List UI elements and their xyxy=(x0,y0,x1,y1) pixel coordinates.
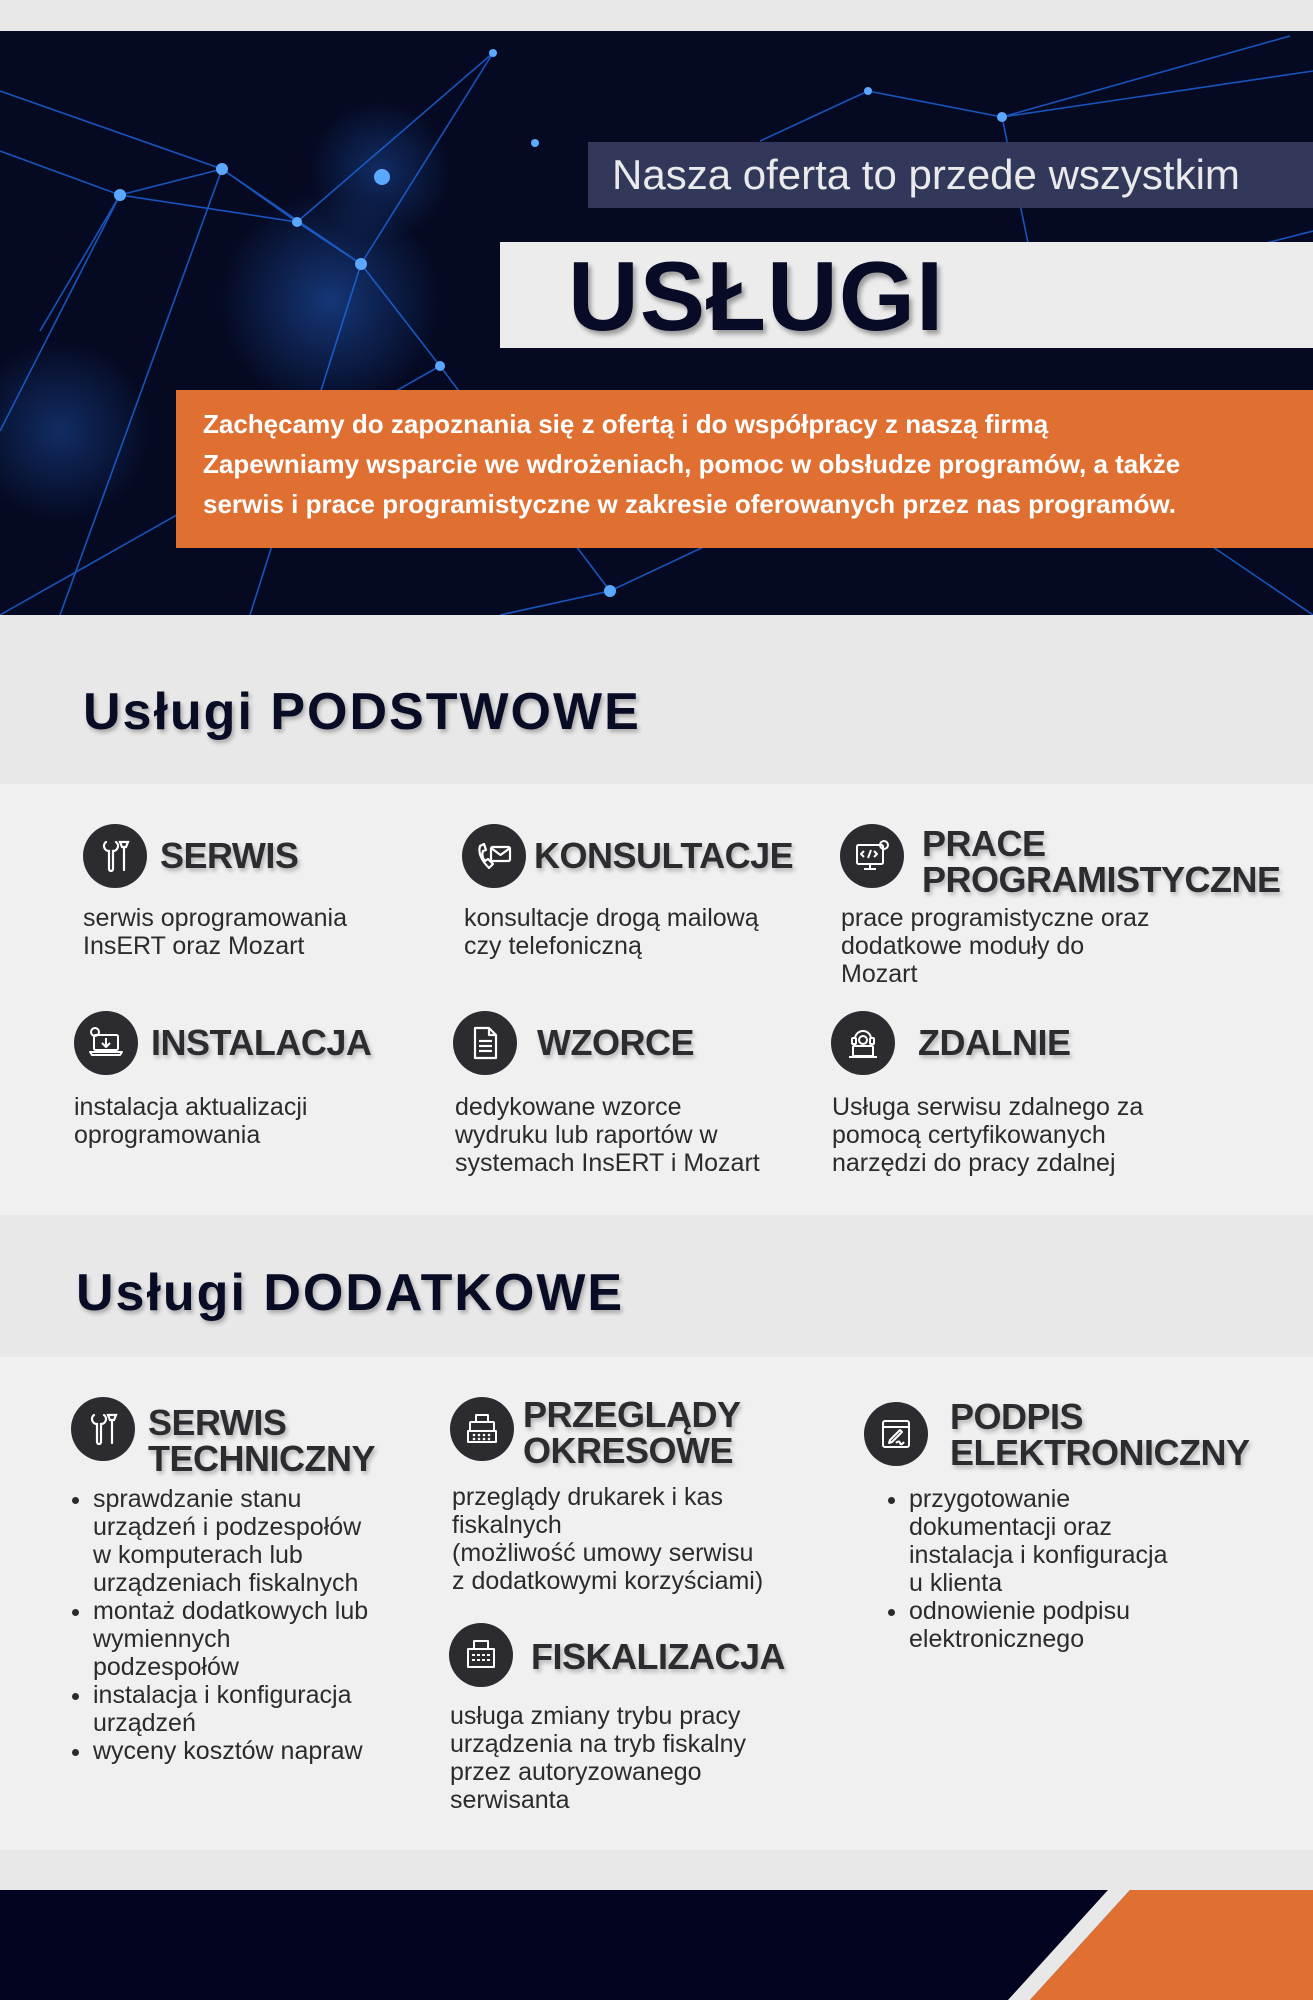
phone-mail-icon xyxy=(462,824,526,888)
basic-services-heading: Usługi PODSTWOWE xyxy=(83,683,641,741)
service-desc-prace: prace programistyczne oraz dodatkowe moduły do Mozart xyxy=(841,904,1150,988)
service-title-podpis: PODPIS ELEKTRONICZNY xyxy=(950,1396,1250,1473)
hero-banner xyxy=(0,31,1313,615)
hero-subtitle: Nasza oferta to przede wszystkim xyxy=(588,142,1313,208)
service-desc-konsultacje: konsultacje drogą mailową czy telefoniczną xyxy=(464,904,759,960)
serwis-techniczny-list xyxy=(70,1485,368,1765)
service-desc-instalacja: instalacja aktualizacji oprogramowania xyxy=(74,1093,308,1149)
basic-services-panel xyxy=(0,784,1313,1215)
service-title-konsultacje: KONSULTACJE xyxy=(534,835,794,876)
tools-icon xyxy=(71,1397,135,1461)
service-title-zdalnie: ZDALNIE xyxy=(918,1022,1071,1063)
service-title-fiskalizacja: FISKALIZACJA xyxy=(531,1636,785,1677)
intro-banner xyxy=(176,390,1313,548)
service-desc-wzorce: dedykowane wzorce wydruku lub raportów w systemach InsERT i Mozart xyxy=(455,1093,760,1177)
footer-decoration xyxy=(0,1890,1313,2000)
service-title-przeglady: PRZEGLĄDY OKRESOWE xyxy=(523,1394,741,1471)
list-item: • montaż dodatkowych lub wymiennych podzespołów xyxy=(93,1597,368,1681)
service-desc-przeglady: przeglądy drukarek i kas fiskalnych (możliwość umowy serwisu z dodatkowymi korzyściami) xyxy=(452,1483,764,1595)
service-title-instalacja: INSTALACJA xyxy=(151,1022,372,1063)
service-title-serwis: SERWIS xyxy=(160,835,299,876)
code-monitor-icon xyxy=(840,824,904,888)
service-title-prace: PRACE PROGRAMISTYCZNE xyxy=(922,823,1281,900)
intro-line: serwis i prace programistyczne w zakresie oferowanych przez nas programów. xyxy=(203,489,1176,519)
list-item: • sprawdzanie stanu urządzeń i podzespołów w komputerach lub urządzeniach fiskalnych xyxy=(93,1485,368,1597)
service-desc-fiskalizacja: usługa zmiany trybu pracy urządzenia na tryb fiskalny przez autoryzowanego serwisanta xyxy=(450,1702,746,1814)
list-item: • odnowienie podpisu elektronicznego xyxy=(909,1597,1167,1653)
list-item: • przygotowanie dokumentacji oraz instalacja i konfiguracja u klienta xyxy=(909,1485,1167,1597)
intro-line: Zapewniamy wsparcie we wdrożeniach, pomoc w obsłudze programów, a także xyxy=(203,449,1181,479)
additional-services-heading: Usługi DODATKOWE xyxy=(76,1264,625,1322)
hero-title-box xyxy=(500,241,1313,351)
podpis-list xyxy=(886,1485,1167,1653)
page-title: USŁUGI xyxy=(568,241,945,351)
list-item: • wyceny kosztów napraw xyxy=(93,1737,368,1765)
service-desc-zdalnie: Usługa serwisu zdalnego za pomocą certyfikowanych narzędzi do pracy zdalnej xyxy=(832,1093,1144,1177)
signature-icon xyxy=(864,1402,928,1466)
intro-line: Zachęcamy do zapoznania się z ofertą i do współpracy z naszą firmą xyxy=(203,409,1049,439)
fiscal-printer-icon xyxy=(449,1623,513,1687)
service-desc-serwis: serwis oprogramowania InsERT oraz Mozart xyxy=(83,904,348,960)
service-title-serwis-techniczny: SERWIS TECHNICZNY xyxy=(148,1402,375,1479)
tools-icon xyxy=(83,824,147,888)
additional-services-panel xyxy=(0,1357,1313,1850)
service-title-wzorce: WZORCE xyxy=(537,1022,694,1063)
footer-band xyxy=(0,1890,1313,2000)
cash-register-icon xyxy=(450,1397,514,1461)
document-icon xyxy=(453,1011,517,1075)
laptop-install-icon xyxy=(74,1011,138,1075)
headset-laptop-icon xyxy=(831,1011,895,1075)
list-item: • instalacja i konfiguracja urządzeń xyxy=(93,1681,368,1737)
